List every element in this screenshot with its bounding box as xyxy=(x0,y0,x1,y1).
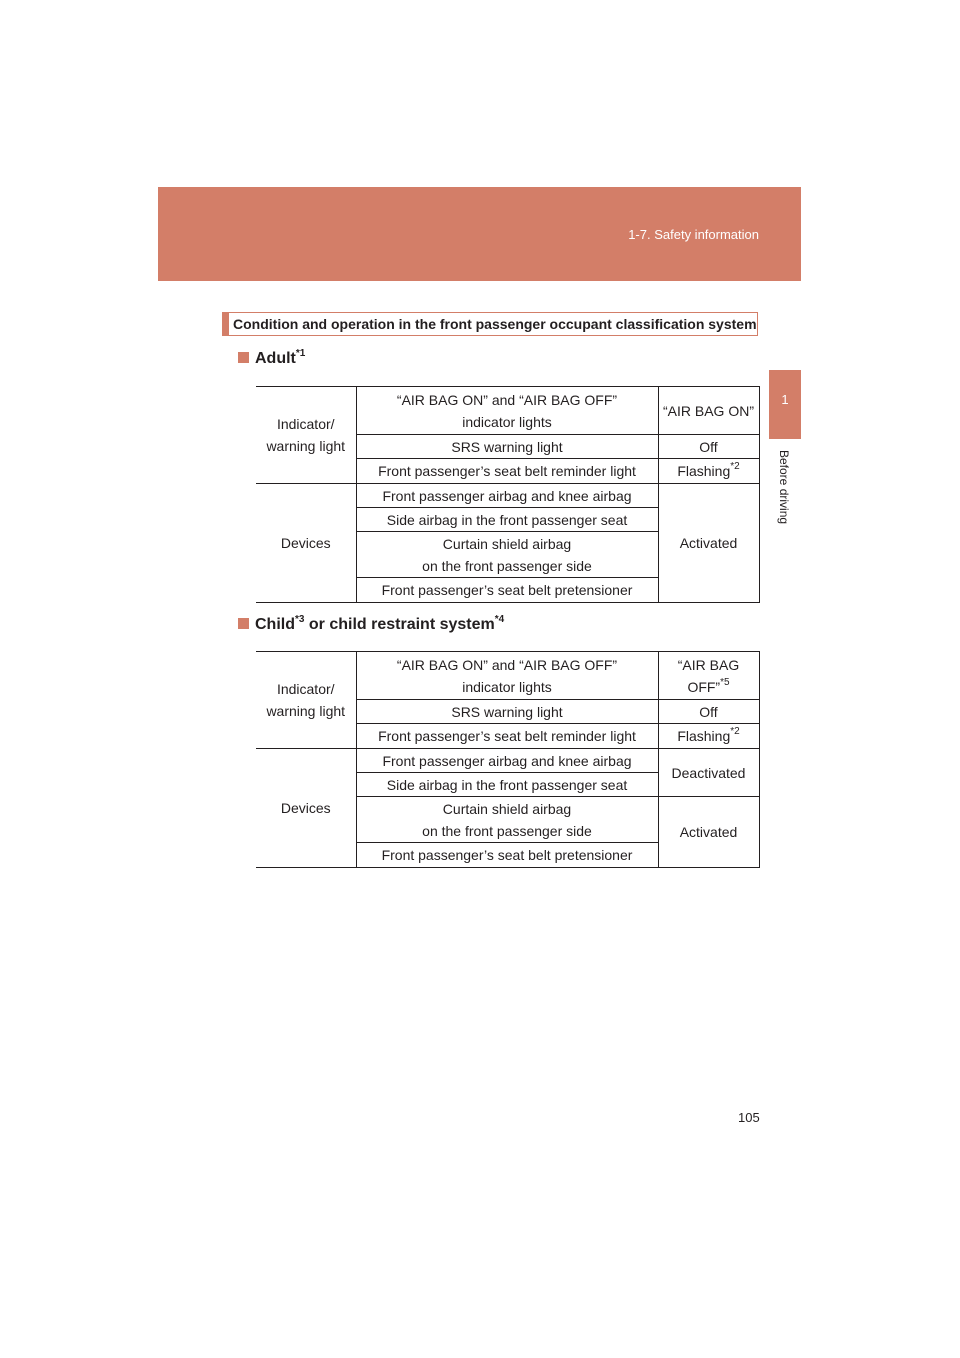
item-cell: SRS warning light xyxy=(356,435,658,459)
header-band xyxy=(158,187,801,281)
indicator-group-cell: Indicator/ warning light xyxy=(256,652,356,749)
table-row xyxy=(256,484,759,508)
item-cell: Front passenger airbag and knee airbag xyxy=(356,749,658,773)
item-cell: “AIR BAG ON” and “AIR BAG OFF” indicator lights xyxy=(356,387,658,435)
devices-group-cell: Devices xyxy=(256,484,356,603)
section-heading-bar xyxy=(222,312,758,336)
item-cell: SRS warning light xyxy=(356,700,658,724)
item-cell: Curtain shield airbag on the front passenger side xyxy=(356,532,658,578)
adult-table xyxy=(256,386,760,603)
state-cell: Flashing$^{*2}$ xyxy=(658,459,759,484)
adult-heading: Adult$^{*1}$ xyxy=(238,350,305,368)
item-cell: Front passenger’s seat belt reminder light xyxy=(356,724,658,749)
item-cell: “AIR BAG ON” and “AIR BAG OFF” indicator lights xyxy=(356,652,658,700)
state-cell: “AIR BAG ON” xyxy=(658,387,759,435)
state-cell: Deactivated xyxy=(658,749,759,797)
state-cell: Off xyxy=(658,700,759,724)
item-cell: Front passenger’s seat belt reminder light xyxy=(356,459,658,484)
item-cell: Side airbag in the front passenger seat xyxy=(356,773,658,797)
indicator-group-cell: Indicator/ warning light xyxy=(256,387,356,484)
item-cell: Front passenger airbag and knee airbag xyxy=(356,484,658,508)
item-cell: Front passenger’s seat belt pretensioner xyxy=(356,843,658,868)
item-cell: Side airbag in the front passenger seat xyxy=(356,508,658,532)
child-heading: Child$^{*3}$ or child restraint system$^{*4}$ xyxy=(238,616,504,634)
chapter-tab xyxy=(769,370,801,439)
table-row xyxy=(256,652,759,700)
page-number: 105 xyxy=(738,1110,760,1125)
section-title: 1-7. Safety information xyxy=(628,227,759,242)
state-cell: Activated xyxy=(658,797,759,868)
state-cell: “AIR BAG OFF”$^{*5}$ xyxy=(658,652,759,700)
state-cell: Flashing$^{*2}$ xyxy=(658,724,759,749)
bullet-square-icon xyxy=(238,618,249,629)
devices-group-cell: Devices xyxy=(256,749,356,868)
chapter-number: 1 xyxy=(781,392,789,407)
bullet-square-icon xyxy=(238,352,249,363)
table-row xyxy=(256,749,759,773)
section-heading: Condition and operation in the front passenger occupant classification system xyxy=(233,316,757,332)
chapter-title: Before driving xyxy=(777,450,791,525)
table-row xyxy=(256,387,759,435)
state-cell: Off xyxy=(658,435,759,459)
item-cell: Front passenger’s seat belt pretensioner xyxy=(356,578,658,603)
chapter-label xyxy=(770,450,800,550)
child-table xyxy=(256,651,760,868)
section-marker xyxy=(222,312,229,336)
state-cell: Activated xyxy=(658,484,759,603)
item-cell: Curtain shield airbag on the front passenger side xyxy=(356,797,658,843)
